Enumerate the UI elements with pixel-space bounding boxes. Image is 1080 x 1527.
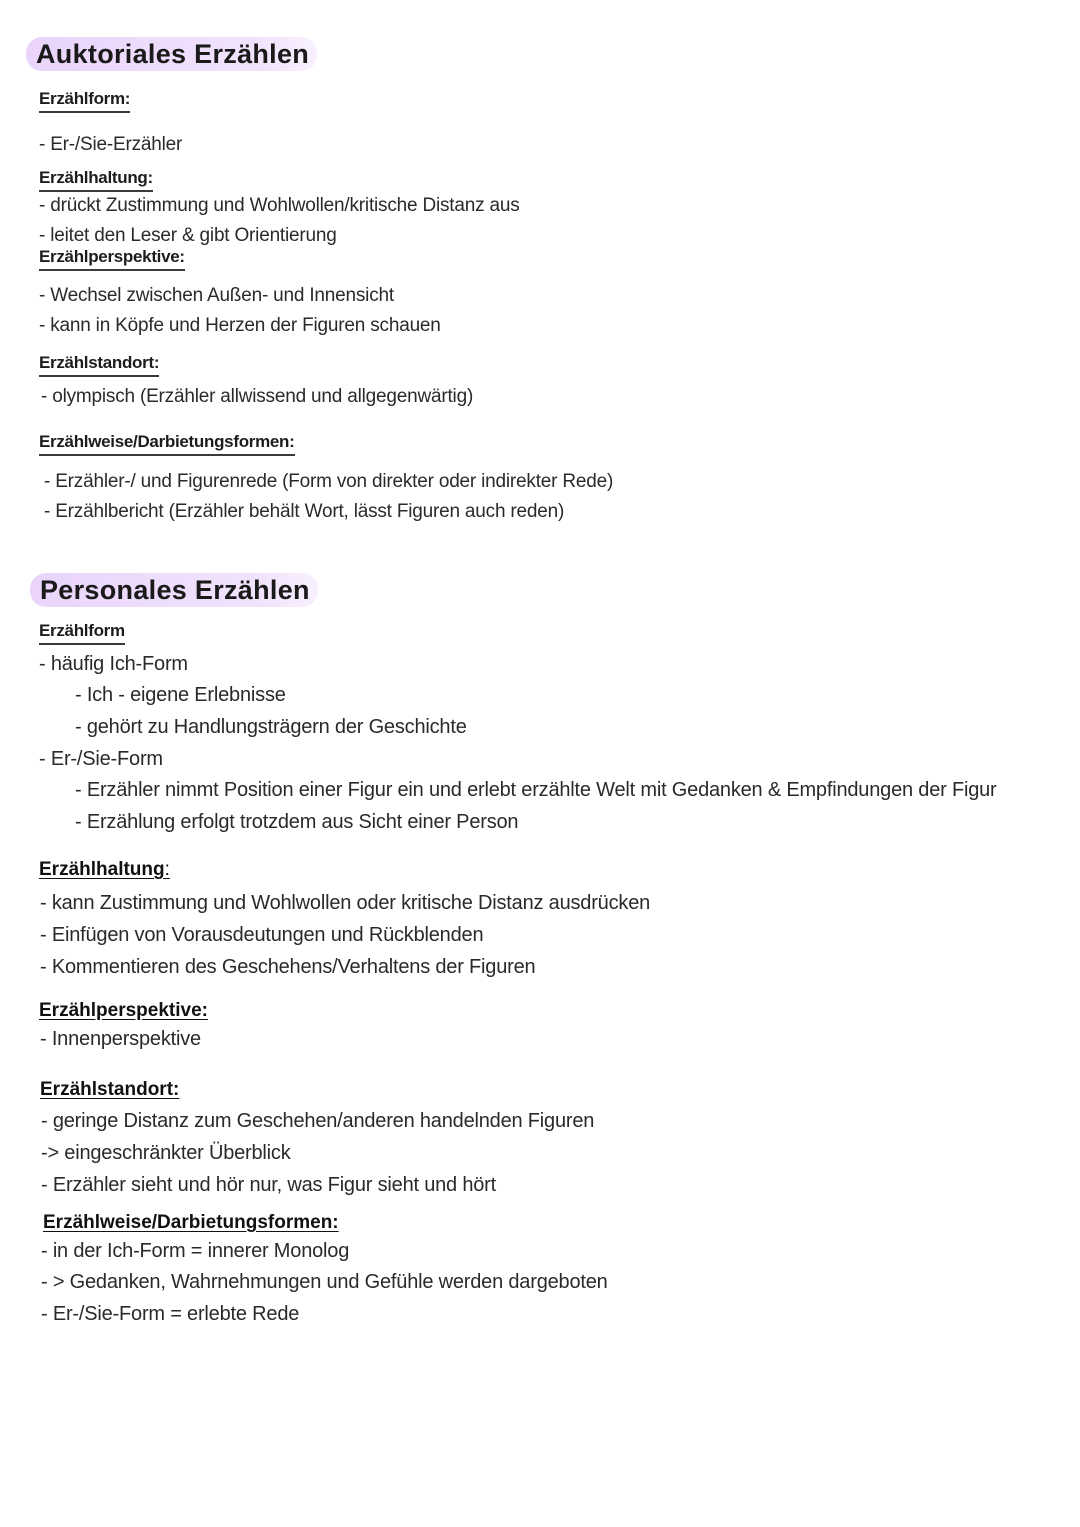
list-item: - Ich - eigene Erlebnisse: [75, 684, 286, 706]
section-title-auktorial: Auktoriales Erzählen: [26, 37, 317, 71]
list-item: - Erzähler nimmt Position einer Figur ein und erlebt erzählte Welt mit Gedanken & Empfindungen der Figur: [75, 779, 997, 801]
heading-erzaehlperspektive: Erzählperspektive:: [39, 1000, 208, 1021]
list-item: -> eingeschränkter Überblick: [41, 1142, 291, 1164]
heading-erzaehlstandort: Erzählstandort:: [40, 1079, 180, 1100]
list-item: - Er-/Sie-Form = erlebte Rede: [41, 1303, 300, 1325]
list-item: - olympisch (Erzähler allwissend und allgegenwärtig): [41, 386, 474, 407]
list-item: - kann in Köpfe und Herzen der Figuren schauen: [39, 315, 441, 336]
heading-erzaehlweise: Erzählweise/Darbietungsformen:: [43, 1212, 339, 1233]
list-item: - Kommentieren des Geschehens/Verhaltens der Figuren: [40, 956, 536, 978]
list-item: - kann Zustimmung und Wohlwollen oder kritische Distanz ausdrücken: [40, 892, 651, 914]
list-item: - häufig Ich-Form: [39, 653, 188, 675]
list-item: - Wechsel zwischen Außen- und Innensicht: [39, 285, 394, 306]
list-item: - > Gedanken, Wahrnehmungen und Gefühle werden dargeboten: [41, 1271, 608, 1293]
list-item: - in der Ich-Form = innerer Monolog: [41, 1240, 350, 1262]
heading-erzaehlhaltung: Erzählhaltung:: [39, 167, 153, 192]
heading-erzaehlhaltung: Erzählhaltung:: [39, 859, 170, 880]
list-item: - Innenperspektive: [40, 1028, 201, 1050]
section-title-personal: Personales Erzählen: [30, 573, 318, 607]
list-item: - geringe Distanz zum Geschehen/anderen handelnden Figuren: [41, 1110, 595, 1132]
list-item: - leitet den Leser & gibt Orientierung: [39, 225, 337, 246]
list-item: - gehört zu Handlungsträgern der Geschichte: [75, 716, 467, 738]
list-item: - Erzählbericht (Erzähler behält Wort, lässt Figuren auch reden): [44, 501, 565, 522]
list-item: - Er-/Sie-Erzähler: [39, 134, 183, 155]
heading-erzaehlform: Erzählform: [39, 620, 125, 645]
heading-erzaehlperspektive: Erzählperspektive:: [39, 246, 185, 271]
list-item: - Erzähler sieht und hör nur, was Figur sieht und hört: [41, 1174, 496, 1196]
heading-erzaehlstandort: Erzählstandort:: [39, 352, 159, 377]
list-item: - Er-/Sie-Form: [39, 748, 163, 770]
heading-erzaehlform: Erzählform:: [39, 88, 130, 113]
heading-erzaehlweise: Erzählweise/Darbietungsformen:: [39, 431, 295, 456]
list-item: - drückt Zustimmung und Wohlwollen/kritische Distanz aus: [39, 195, 520, 216]
list-item: - Erzähler-/ und Figurenrede (Form von direkter oder indirekter Rede): [44, 471, 614, 492]
list-item: - Einfügen von Vorausdeutungen und Rückblenden: [40, 924, 484, 946]
list-item: - Erzählung erfolgt trotzdem aus Sicht einer Person: [75, 811, 519, 833]
